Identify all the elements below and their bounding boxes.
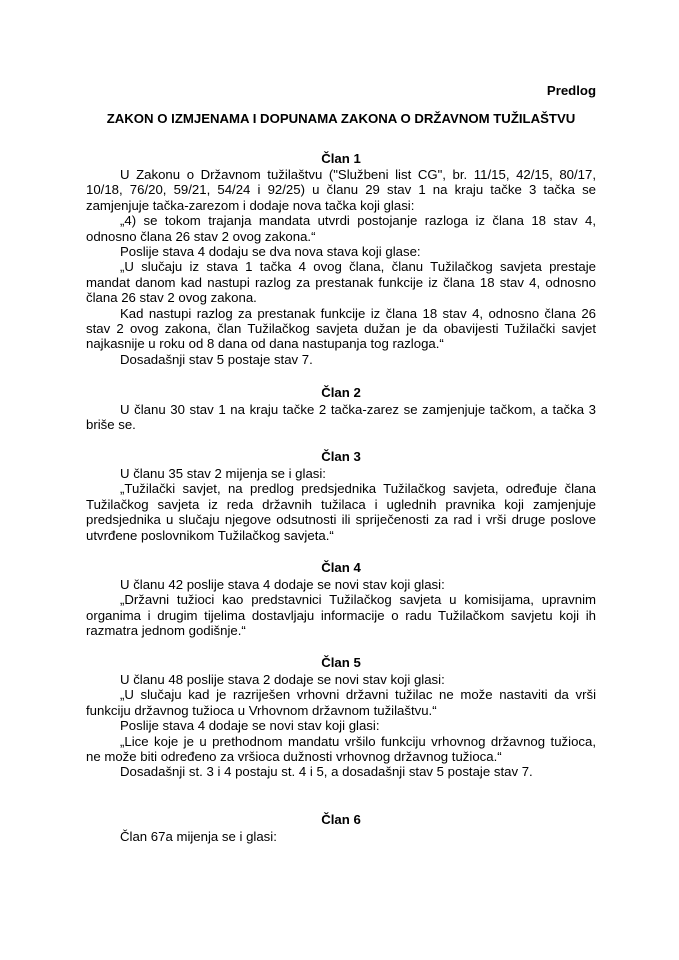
article-1-heading: Član 1 (321, 151, 361, 166)
article-1-paragraph: Dosadašnji stav 5 postaje stav 7. (120, 351, 313, 367)
article-4-paragraph: U članu 42 poslije stava 4 dodaje se novi stav koji glasi: (120, 577, 445, 592)
article-5-heading: Član 5 (321, 655, 361, 670)
article-6-paragraph: Član 67a mijenja se i glasi: (120, 829, 277, 844)
article-1-paragraph: Kad nastupi razlog za prestanak funkcije iz člana 18 stav 4, odnosno člana 26 stav 2 ovog zakona, član Tužilačkog savjeta dužan je da obavijesti Tužilački savjet najkasnije u roku od 8 dana od dana nastupanja tog razloga.“ (86, 305, 596, 352)
article-5-paragraph: „U slučaju kad je razriješen vrhovni državni tužilac ne može nastaviti da vrši funkciju državnog tužioca u Vrhovnom državnom tužilaštvu.“ (86, 687, 596, 718)
article-1-paragraph: „4) se tokom trajanja mandata utvrdi postojanje razloga iz člana 18 stav 4, odnosno člana 26 stav 2 ovog zakona.“ (86, 213, 596, 244)
article-2-paragraph: U članu 30 stav 1 na kraju tačke 2 tačka-zarez se zamjenjuje tačkom, a tačka 3 briše se. (86, 402, 596, 433)
article-3-body (86, 466, 596, 543)
article-2-heading: Član 2 (321, 385, 361, 400)
article-1-body (86, 167, 596, 367)
article-5-paragraph: Dosadašnji st. 3 i 4 postaju st. 4 i 5, a dosadašnji stav 5 postaje stav 7. (120, 764, 533, 780)
article-5-paragraph: „Lice koje je u prethodnom mandatu vršilo funkciju vrhovnog državnog tužioca, ne može biti određeno za vršioca dužnosti vrhovnog državnog tužioca.“ (86, 733, 596, 765)
article-5-paragraph: Poslije stava 4 dodaje se novi stav koji glasi: (120, 718, 380, 734)
article-5-paragraph: U članu 48 poslije stava 2 dodaje se novi stav koji glasi: (120, 672, 445, 687)
article-4-paragraph: „Državni tužioci kao predstavnici Tužilačkog savjeta u komisijama, upravnim organima i drugim tijelima dostavljaju informacije o radu Tužilačkom savjetu koji ih razmatra jednom godišnje.“ (86, 592, 596, 639)
article-5-body (86, 672, 596, 780)
document-label: Predlog (546, 83, 596, 98)
article-4-heading: Član 4 (321, 560, 361, 575)
article-6-body (86, 829, 596, 844)
article-3-paragraph: U članu 35 stav 2 mijenja se i glasi: (120, 466, 326, 481)
article-4-body (86, 577, 596, 639)
article-6-heading: Član 6 (321, 812, 361, 827)
article-3-heading: Član 3 (321, 449, 361, 464)
article-1-paragraph: „U slučaju iz stava 1 tačka 4 ovog člana, članu Tužilačkog savjeta prestaje mandat danom kad nastupi razlog za prestanak funkcije iz člana 18 stav 4, odnosno člana 26 stav 2 ovog zakona. (86, 259, 596, 306)
article-3-paragraph: „Tužilački savjet, na predlog predsjednika Tužilačkog savjeta, određuje člana Tužilačkog savjeta iz reda državnih tužilaca i uglednih pravnika koji zamjenjuje predsjednika u slučaju njegove odsutnosti ili spriječenosti za rad i vrši druge poslove utvrđene poslovnikom Tužilačkog savjeta.“ (86, 481, 596, 543)
article-2-body (86, 402, 596, 433)
article-1-paragraph: Poslije stava 4 dodaju se dva nova stava koji glase: (120, 244, 421, 260)
document-title: ZAKON O IZMJENAMA I DOPUNAMA ZAKONA O DRŽAVNOM TUŽILAŠTVU (106, 111, 576, 126)
article-1-paragraph: U Zakonu o Državnom tužilaštvu ("Službeni list CG", br. 11/15, 42/15, 80/17, 10/18, 76/20, 59/21, 54/24 i 92/25) u članu 29 stav 1 na kraju tačke 3 tačka se zamjenjuje tačka-zarezom i dodaje nova tačka koji glasi: (86, 167, 596, 213)
